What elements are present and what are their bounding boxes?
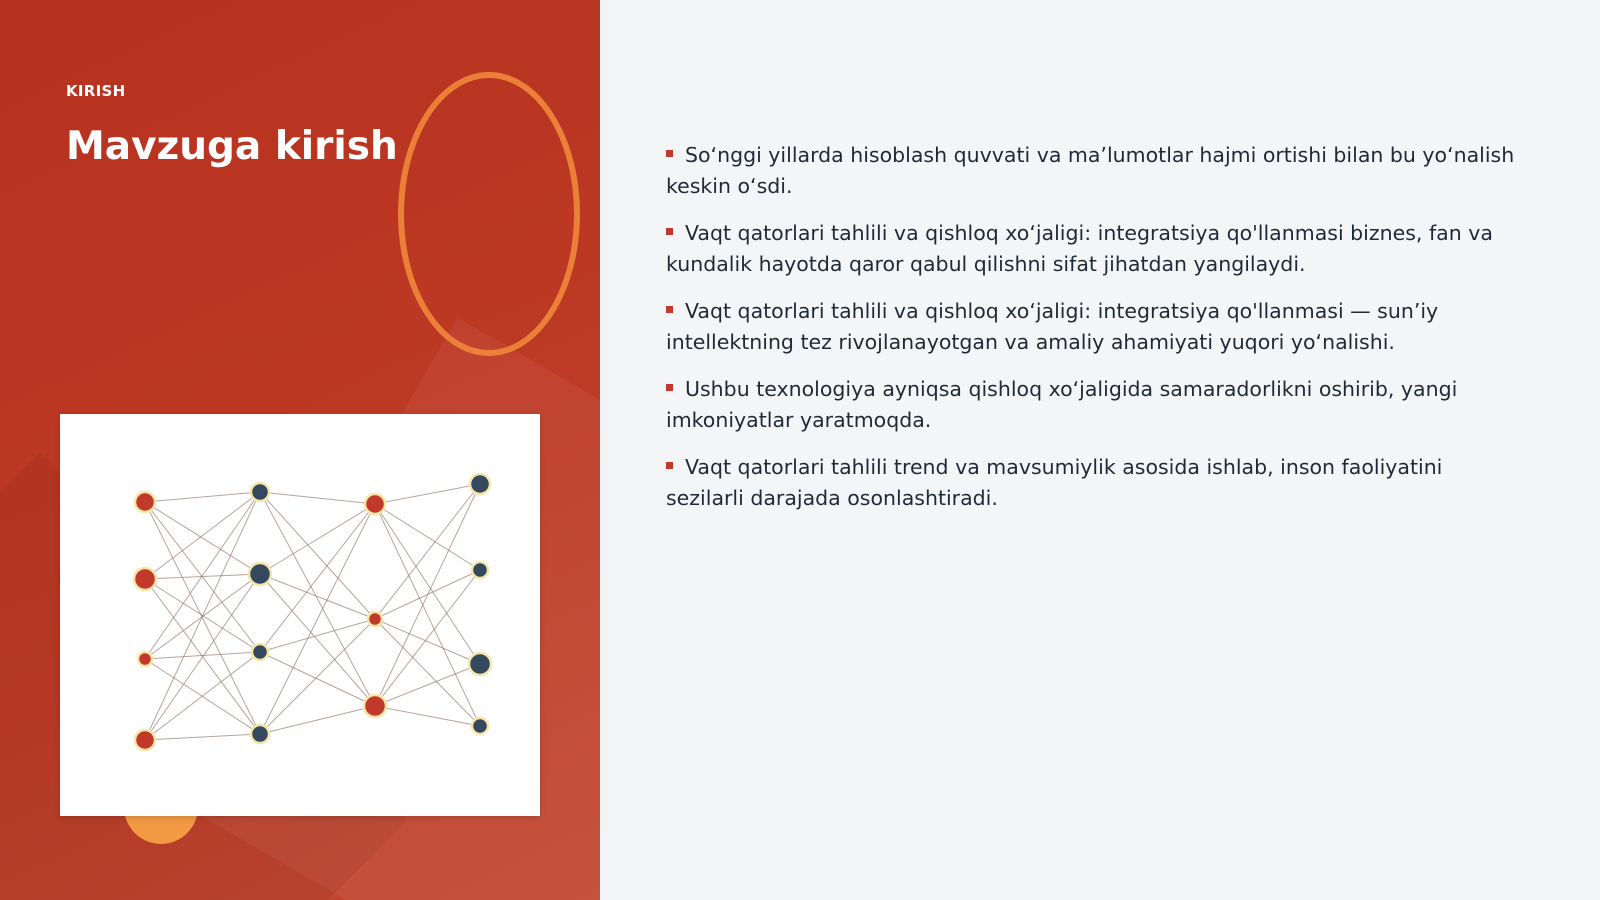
bullet-item — [666, 374, 1526, 436]
bullet-marker — [666, 462, 673, 469]
network-node — [249, 563, 271, 585]
network-edge — [260, 574, 375, 619]
bullet-item — [666, 140, 1526, 202]
network-edge — [375, 706, 480, 726]
network-node — [470, 474, 490, 494]
network-node — [368, 612, 382, 626]
network-node — [469, 653, 491, 675]
network-edge — [145, 492, 260, 579]
bullet-item — [666, 296, 1526, 358]
network-node — [365, 494, 385, 514]
bullet-text: Vaqt qatorlari tahlili trend va mavsumiylik asosida ishlab, inson faoliyatini sezilarli darajada osonlashtiradi. — [666, 455, 1443, 510]
network-edge — [260, 619, 375, 734]
bullet-text: Vaqt qatorlari tahlili va qishloq xo‘jaligi: integratsiya qo'llanmasi — sun’iy intellektning tez rivojlanayotgan va amaliy ahamiyati yuqori yo‘nalishi. — [666, 299, 1439, 354]
network-node — [138, 652, 152, 666]
left-title-panel — [0, 0, 600, 900]
network-edge — [375, 484, 480, 619]
slide-title: Mavzuga kirish — [66, 124, 398, 169]
network-edge — [260, 504, 375, 652]
network-node — [472, 718, 488, 734]
network-edge — [260, 492, 375, 504]
bullet-item — [666, 452, 1526, 514]
network-edge — [260, 619, 375, 652]
neural-network-icon — [60, 414, 540, 816]
network-edge — [260, 492, 375, 706]
network-edge — [260, 706, 375, 734]
bullet-text: So‘nggi yillarda hisoblash quvvati va ma’lumotlar hajmi ortishi bilan bu yo‘nalish keskin o‘sdi. — [666, 143, 1515, 198]
network-edge — [145, 492, 260, 502]
bullet-text: Ushbu texnologiya ayniqsa qishloq xo‘jaligida samaradorlikni oshirib, yangi imkoniyatlar yaratmoqda. — [666, 377, 1458, 432]
network-node — [134, 568, 156, 590]
network-edge — [145, 492, 260, 659]
network-edge — [145, 502, 260, 574]
network-node — [135, 492, 155, 512]
network-edge — [375, 504, 480, 664]
neural-network-image — [60, 414, 540, 816]
network-edge — [375, 484, 480, 504]
network-edge — [145, 652, 260, 659]
network-node — [251, 483, 269, 501]
network-node — [251, 725, 269, 743]
bullet-marker — [666, 228, 673, 235]
network-node — [252, 644, 268, 660]
network-edge — [145, 652, 260, 740]
section-label: KIRISH — [66, 82, 126, 100]
bullet-text: Vaqt qatorlari tahlili va qishloq xo‘jaligi: integratsiya qo'llanmasi biznes, fan va kundalik hayotda qaror qabul qilishni sifat jihatdan yangilaydi. — [666, 221, 1493, 276]
network-node — [472, 562, 488, 578]
bullet-marker — [666, 150, 673, 157]
network-node — [364, 695, 386, 717]
network-edge — [145, 502, 260, 734]
network-edge — [260, 574, 375, 706]
decorative-ring — [398, 72, 580, 356]
network-edge — [375, 570, 480, 706]
bullet-marker — [666, 384, 673, 391]
network-edge — [145, 574, 260, 740]
bullet-marker — [666, 306, 673, 313]
network-edge — [260, 652, 375, 706]
network-node — [135, 730, 155, 750]
network-edge — [145, 734, 260, 740]
network-edge — [145, 492, 260, 740]
network-edge — [375, 619, 480, 664]
bullet-item — [666, 218, 1526, 280]
bullet-list — [666, 140, 1526, 530]
